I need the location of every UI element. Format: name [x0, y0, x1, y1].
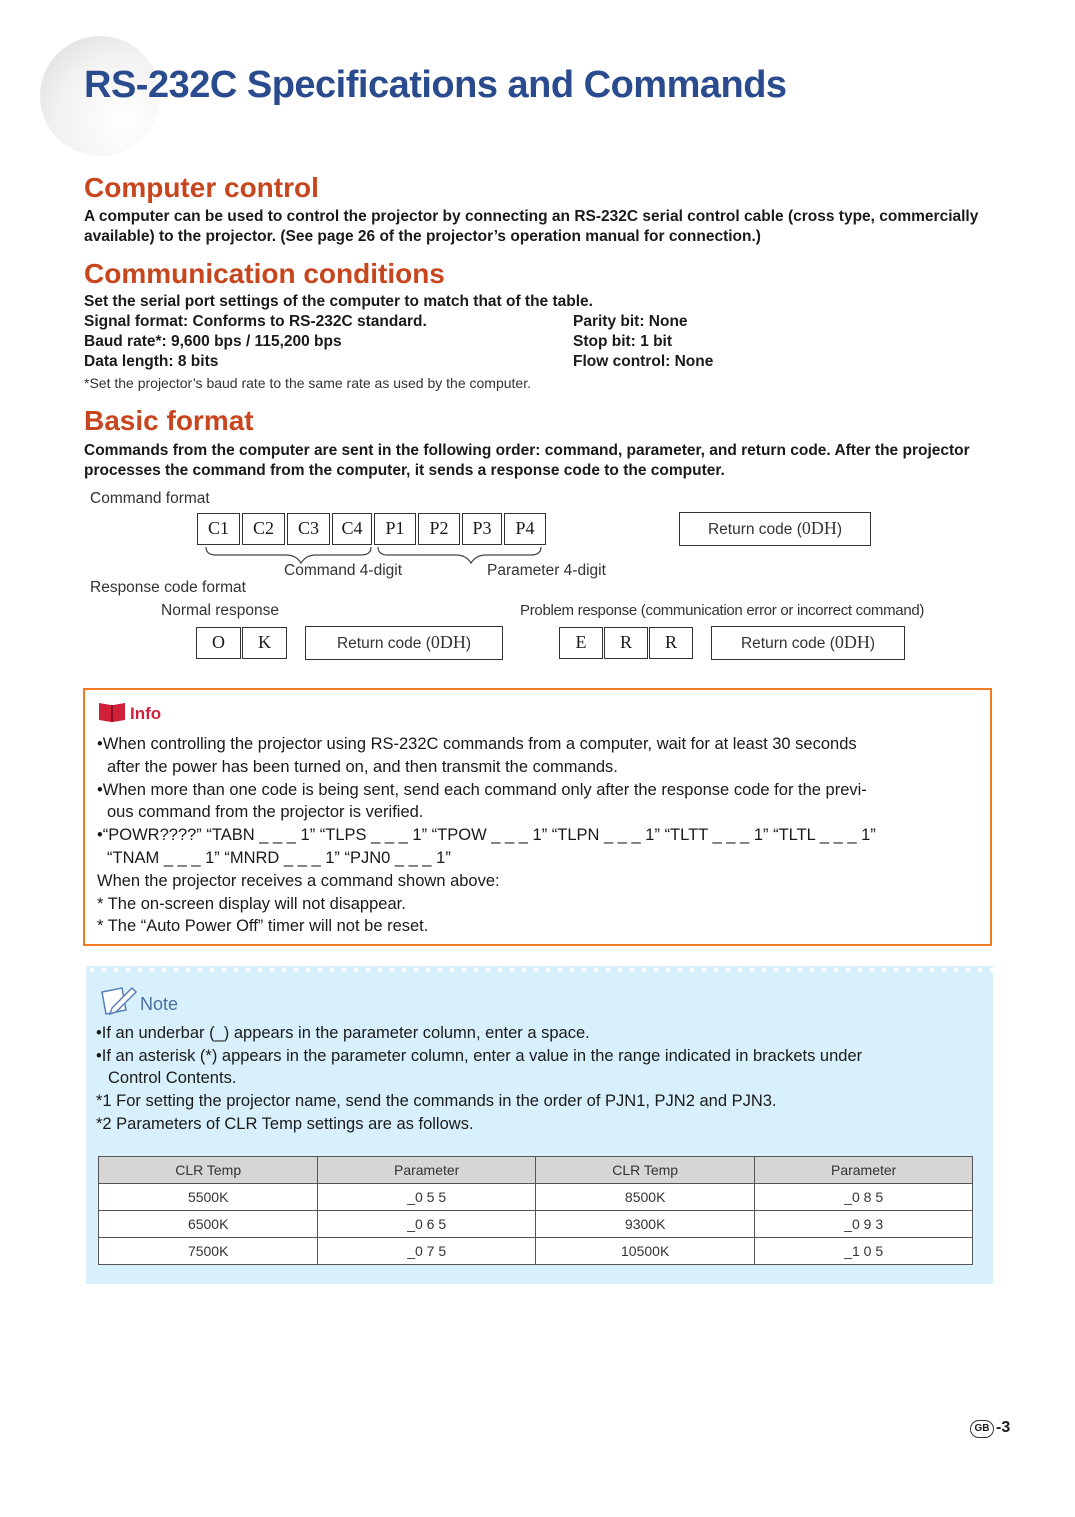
- stop-bit: Stop bit: 1 bit: [573, 333, 673, 350]
- command-cell-c1: C1: [197, 513, 240, 545]
- info-line-3: •When more than one code is being sent, send each command only after the response code for the previ-: [97, 781, 867, 799]
- command-return-code: Return code (0DH): [679, 512, 871, 546]
- table-cell: 8500K: [535, 1184, 754, 1211]
- computer-control-heading: Computer control: [84, 172, 319, 203]
- page-number: -3: [996, 1419, 1011, 1436]
- table-cell: 6500K: [99, 1211, 318, 1238]
- table-cell: 9300K: [535, 1211, 754, 1238]
- note-line-3: Control Contents.: [108, 1069, 237, 1087]
- header-clr-temp-2: CLR Temp: [535, 1157, 754, 1184]
- header-clr-temp-1: CLR Temp: [99, 1157, 318, 1184]
- parameter-digit-label: Parameter 4-digit: [487, 562, 606, 579]
- table-cell: _0 5 5: [318, 1184, 536, 1211]
- basic-format-text: Commands from the computer are sent in the following order: command, parameter, and return code. After the projector processes the command from the computer, it sends a response code to the computer.: [84, 442, 970, 479]
- error-cell-e: E: [559, 627, 603, 659]
- info-line-5: •“POWR????” “TABN _ _ _ 1” “TLPS _ _ _ 1” “TPOW _ _ _ 1” “TLPN _ _ _ 1” “TLTT _ _ _ 1” “TLTL _ _ _ 1”: [97, 826, 876, 844]
- page-title: RS-232C Specifications and Commands: [84, 64, 787, 106]
- table-row: [99, 1238, 973, 1265]
- clr-temp-table: [98, 1156, 973, 1265]
- info-line-4: ous command from the projector is verified.: [107, 803, 424, 821]
- note-box: [86, 966, 993, 1284]
- parity-bit: Parity bit: None: [573, 313, 688, 330]
- note-line-2: •If an asterisk (*) appears in the parameter column, enter a value in the range indicated in brackets under: [96, 1047, 863, 1065]
- table-cell: _1 0 5: [755, 1238, 973, 1265]
- command-cell-p2: P2: [418, 513, 460, 545]
- normal-cell-o: O: [196, 627, 241, 659]
- problem-response-label: Problem response (communication error or incorrect command): [520, 602, 925, 619]
- computer-control-text: A computer can be used to control the projector by connecting an RS-232C serial control cable (cross type, commercially available) to the projector. (See page 26 of the projector’s operation manual for connection.): [84, 208, 979, 245]
- error-return-code: Return code (0DH): [711, 626, 905, 660]
- response-format-label: Response code format: [90, 579, 246, 596]
- error-cell-r2: R: [649, 627, 693, 659]
- info-line-1: •When controlling the projector using RS-232C commands from a computer, wait for at least 30 seconds: [97, 735, 857, 753]
- command-cell-c4: C4: [332, 513, 372, 545]
- table-cell: 10500K: [535, 1238, 754, 1265]
- command-cell-p4: P4: [504, 513, 546, 545]
- book-icon: [97, 700, 127, 724]
- baud-footnote: *Set the projector’s baud rate to the same rate as used by the computer.: [84, 375, 531, 391]
- table-cell: _0 8 5: [755, 1184, 973, 1211]
- info-line-2: after the power has been turned on, and then transmit the commands.: [107, 758, 618, 776]
- error-cell-r1: R: [604, 627, 648, 659]
- normal-response-label: Normal response: [161, 602, 280, 619]
- baud-rate: Baud rate*: 9,600 bps / 115,200 bps: [84, 333, 342, 350]
- note-heading: Note: [140, 994, 179, 1014]
- note-line-1: •If an underbar (_) appears in the parameter column, enter a space.: [96, 1024, 590, 1042]
- table-row: [99, 1211, 973, 1238]
- info-box: [83, 688, 992, 946]
- info-line-6: “TNAM _ _ _ 1” “MNRD _ _ _ 1” “PJN0 _ _ _ 1”: [107, 849, 451, 867]
- command-format-label: Command format: [90, 490, 210, 507]
- info-line-9: * The “Auto Power Off” timer will not be reset.: [97, 917, 429, 935]
- communication-heading: Communication conditions: [84, 258, 445, 289]
- basic-format-heading: Basic format: [84, 405, 254, 436]
- table-cell: _0 9 3: [755, 1211, 973, 1238]
- table-cell: 7500K: [99, 1238, 318, 1265]
- pencil-note-icon: [98, 984, 138, 1018]
- communication-intro: Set the serial port settings of the computer to match that of the table.: [84, 293, 593, 310]
- normal-cell-k: K: [242, 627, 287, 659]
- region-badge: GB: [970, 1420, 994, 1438]
- header-parameter-1: Parameter: [318, 1157, 536, 1184]
- table-cell: _0 7 5: [318, 1238, 536, 1265]
- info-line-7: When the projector receives a command shown above:: [97, 872, 500, 890]
- normal-return-code: Return code (0DH): [305, 626, 503, 660]
- data-length: Data length: 8 bits: [84, 353, 219, 370]
- table-cell: _0 6 5: [318, 1211, 536, 1238]
- command-cell-p3: P3: [462, 513, 502, 545]
- info-line-8: * The on-screen display will not disappear.: [97, 895, 406, 913]
- table-cell: 5500K: [99, 1184, 318, 1211]
- table-row: [99, 1184, 973, 1211]
- note-line-5: *2 Parameters of CLR Temp settings are as follows.: [96, 1115, 474, 1133]
- note-dotted-border: [86, 966, 993, 974]
- flow-control: Flow control: None: [573, 353, 714, 370]
- command-cell-p1: P1: [374, 513, 416, 545]
- signal-format: Signal format: Conforms to RS-232C standard.: [84, 313, 427, 330]
- command-cell-c2: C2: [242, 513, 285, 545]
- command-digit-label: Command 4-digit: [284, 562, 403, 579]
- command-cell-c3: C3: [287, 513, 330, 545]
- header-parameter-2: Parameter: [755, 1157, 973, 1184]
- table-header-row: [99, 1157, 973, 1184]
- info-heading: Info: [130, 704, 162, 723]
- note-line-4: *1 For setting the projector name, send the commands in the order of PJN1, PJN2 and PJN3.: [96, 1092, 777, 1110]
